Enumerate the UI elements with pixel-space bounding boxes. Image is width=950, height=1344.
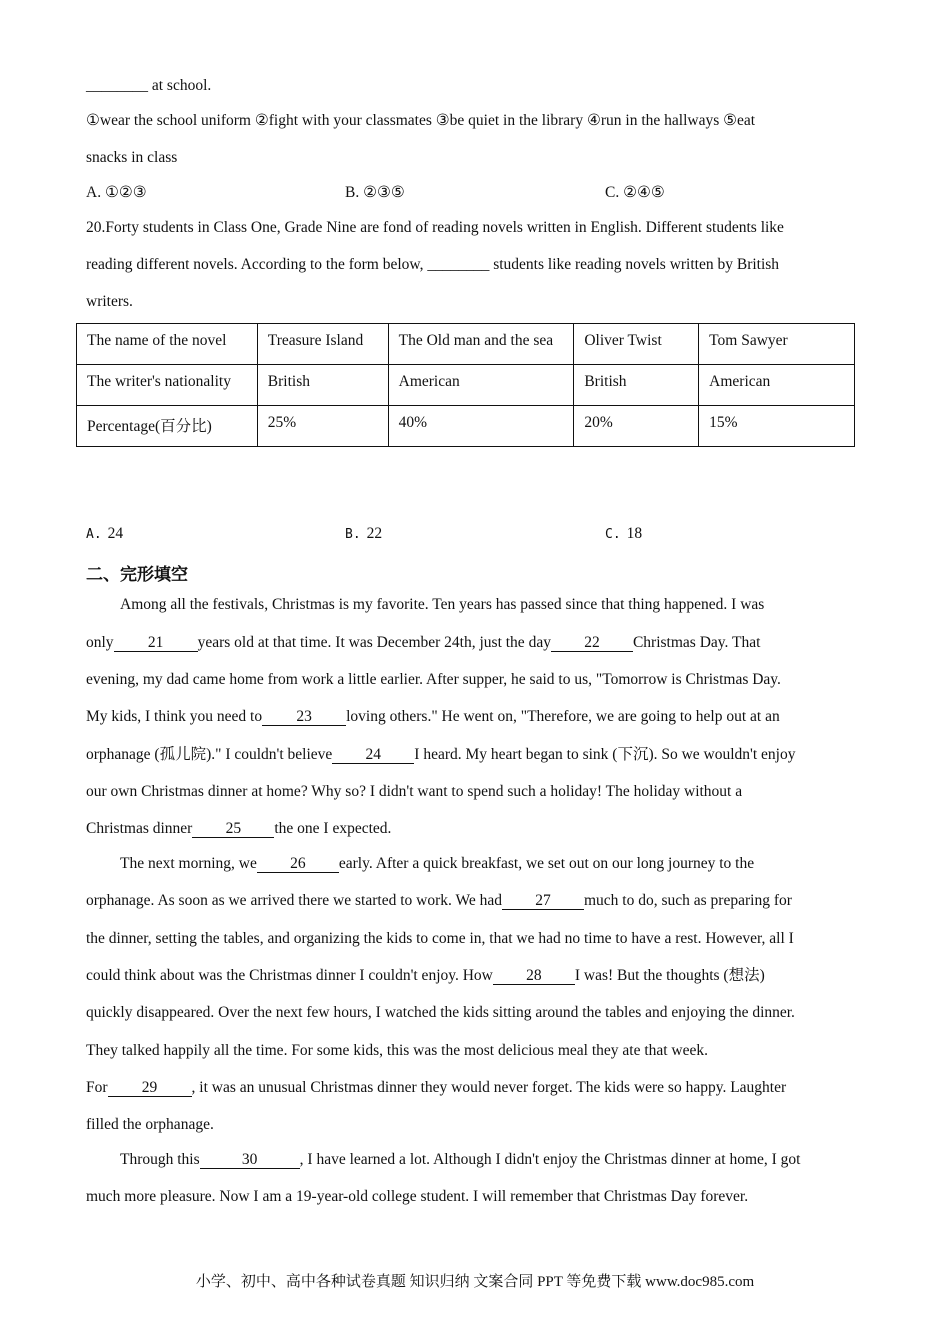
blank-25[interactable]: 25 — [192, 820, 274, 838]
q19-choices-line1: ①wear the school uniform ②fight with your classmates ③be quiet in the library ④run in the hallways ⑤eat — [86, 112, 756, 129]
p3-line: much more pleasure. Now I am a 19-year-old college student. I will remember that Christmas Day forever. — [86, 1188, 749, 1205]
p1-line: our own Christmas dinner at home? Why so? I didn't want to spend such a holiday! The holiday without a — [86, 783, 743, 800]
q19-stem-end: ________ at school. — [86, 77, 212, 94]
p2-line: orphanage. As soon as we arrived there we started to work. We had 27 much to do, such as preparing for — [86, 892, 792, 909]
table-cell: 15% — [699, 406, 855, 447]
table-cell: The writer's nationality — [77, 365, 258, 406]
blank-21[interactable]: 21 — [114, 634, 198, 652]
q19-choices-line2: snacks in class — [86, 149, 178, 166]
table-row — [77, 365, 855, 406]
p1-line: evening, my dad came home from work a little earlier. After supper, he said to us, "Tomorrow is Christmas Day. — [86, 671, 781, 688]
q19-option-a[interactable]: A. ①②③ — [86, 184, 147, 201]
novel-table — [76, 323, 855, 447]
blank-26[interactable]: 26 — [257, 855, 339, 873]
table-cell: 40% — [388, 406, 574, 447]
table-cell: Tom Sawyer — [699, 324, 855, 365]
table-cell: The name of the novel — [77, 324, 258, 365]
p2-line: filled the orphanage. — [86, 1116, 214, 1133]
p2-line: They talked happily all the time. For some kids, this was the most delicious meal they ate that week. — [86, 1042, 709, 1059]
section-title: 二、完形填空 — [86, 565, 188, 585]
p2-line: quickly disappeared. Over the next few hours, I watched the kids sitting around the tables and enjoying the dinner. — [86, 1004, 795, 1021]
q20-option-b[interactable]: B. 22 — [345, 525, 383, 542]
table-cell: Percentage(百分比) — [77, 406, 258, 447]
q20-line2: reading different novels. According to the form below, ________ students like reading novels written by British — [86, 256, 780, 273]
blank-22[interactable]: 22 — [551, 634, 633, 652]
table-cell: The Old man and the sea — [388, 324, 574, 365]
q20-line3: writers. — [86, 293, 133, 310]
table-row — [77, 406, 855, 447]
p2-line: the dinner, setting the tables, and organizing the kids to come in, that we had no time to have a rest. However, all I — [86, 930, 794, 947]
table-cell: Treasure Island — [257, 324, 388, 365]
q20-option-a[interactable]: A. 24 — [86, 525, 124, 542]
q20-line1: 20.Forty students in Class One, Grade Nine are fond of reading novels written in English. Different students like — [86, 219, 784, 236]
table-cell: Oliver Twist — [574, 324, 699, 365]
table-cell: 20% — [574, 406, 699, 447]
p1-line: Christmas dinner 25 the one I expected. — [86, 820, 392, 837]
p2-line: could think about was the Christmas dinner I couldn't enjoy. How 28 I was! But the thoughts (想法) — [86, 967, 765, 984]
p2-line: For 29 , it was an unusual Christmas dinner they would never forget. The kids were so happy. Laughter — [86, 1079, 787, 1096]
p1-line: orphanage (孤儿院)." I couldn't believe 24 I heard. My heart began to sink (下沉). So we wouldn't enjoy — [86, 746, 796, 763]
q19-option-c[interactable]: C. ②④⑤ — [605, 184, 665, 201]
table-row — [77, 324, 855, 365]
table-cell: British — [257, 365, 388, 406]
table-cell: American — [388, 365, 574, 406]
p1-line: Among all the festivals, Christmas is my favorite. Ten years has passed since that thing happened. I was — [120, 596, 765, 613]
blank-29[interactable]: 29 — [108, 1079, 192, 1097]
p1-line: My kids, I think you need to 23 loving others." He went on, "Therefore, we are going to help out at an — [86, 708, 780, 725]
blank-27[interactable]: 27 — [502, 892, 584, 910]
q20-option-c[interactable]: C. 18 — [605, 525, 643, 542]
table-cell: British — [574, 365, 699, 406]
table-cell: 25% — [257, 406, 388, 447]
page-footer: 小学、初中、高中各种试卷真题 知识归纳 文案合同 PPT 等免费下载 www.doc985.com — [195, 1274, 755, 1290]
table-cell: American — [699, 365, 855, 406]
p3-line: Through this 30 , I have learned a lot. Although I didn't enjoy the Christmas dinner at home, I got — [120, 1151, 801, 1168]
p1-line: only 21 years old at that time. It was December 24th, just the day 22 Christmas Day. That — [86, 634, 761, 651]
q19-option-b[interactable]: B. ②③⑤ — [345, 184, 405, 201]
blank-24[interactable]: 24 — [332, 746, 414, 764]
p2-line: The next morning, we 26 early. After a quick breakfast, we set out on our long journey to the — [120, 855, 755, 872]
blank-28[interactable]: 28 — [493, 967, 575, 985]
blank-30[interactable]: 30 — [200, 1151, 300, 1169]
blank-23[interactable]: 23 — [262, 708, 346, 726]
